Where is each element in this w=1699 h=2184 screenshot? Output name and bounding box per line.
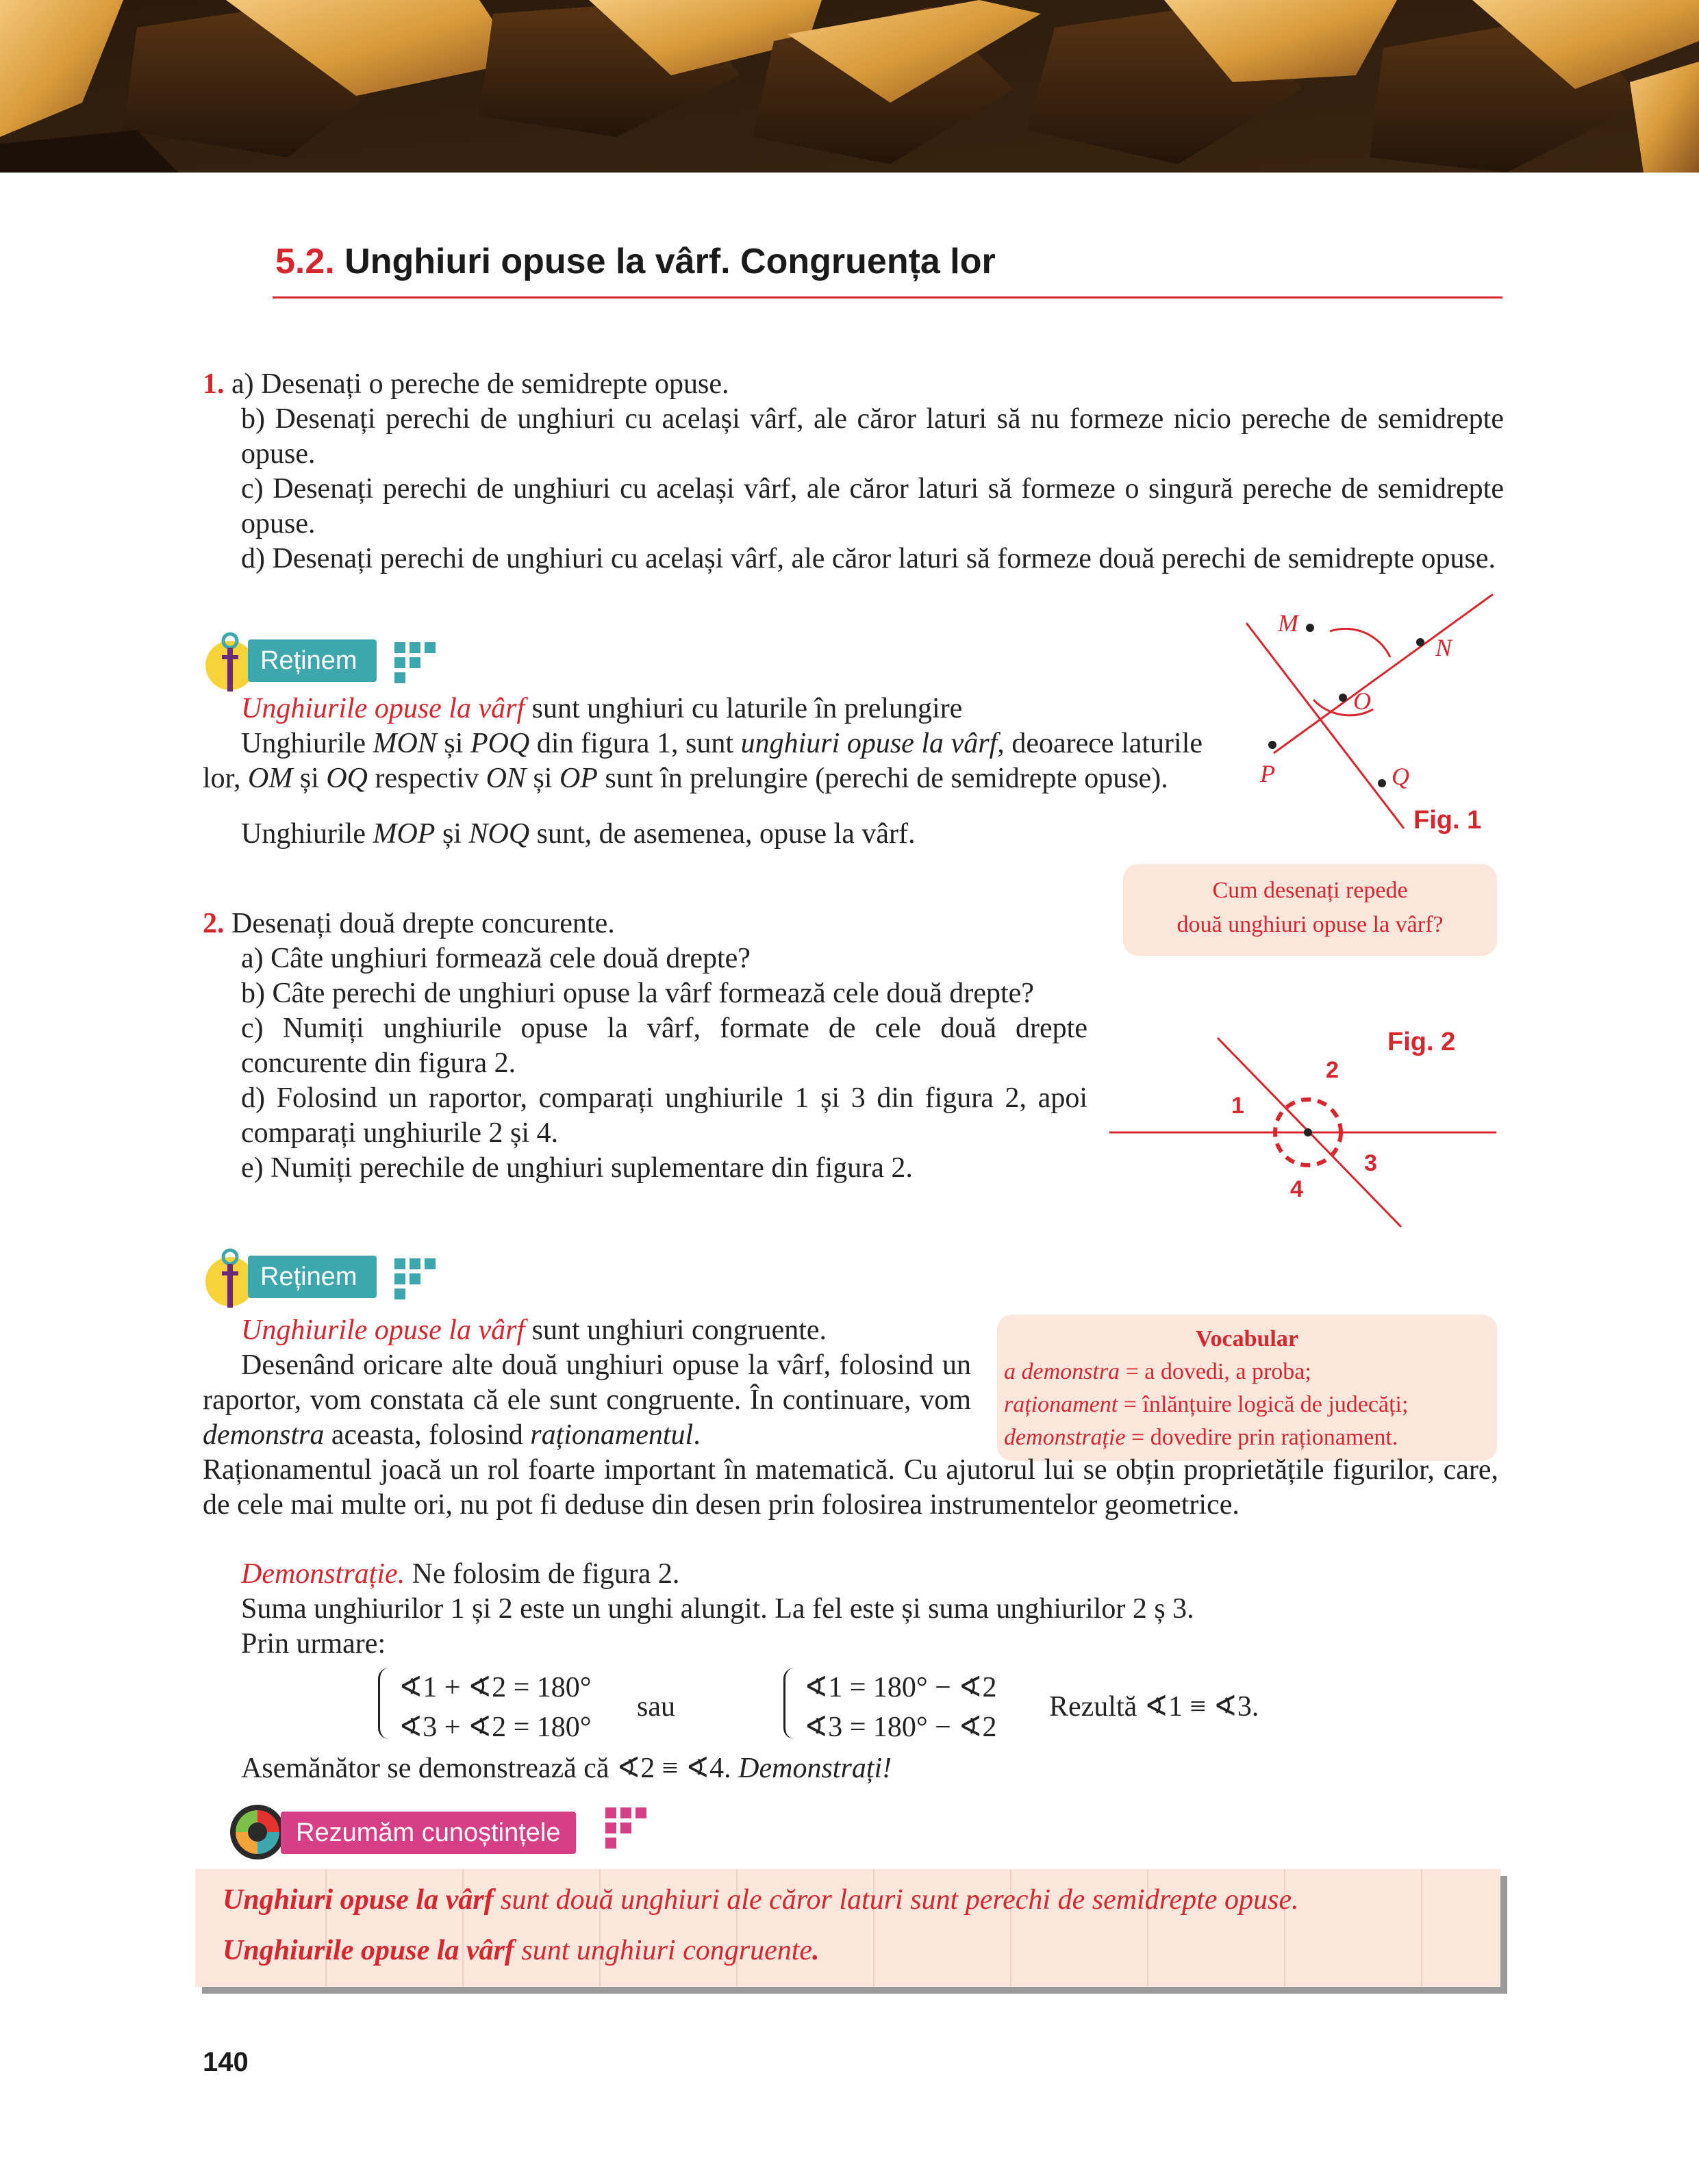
summary-line-2: Unghiurile opuse la vârf sunt unghiuri congruente. xyxy=(223,1935,820,1966)
exercise-2 xyxy=(203,906,1087,1186)
fig1-label-m: M xyxy=(1278,609,1298,637)
exercise-1-c: c) Desenați perechi de unghiuri cu același vârf, ale căror laturi să formeze o singură pereche de semidrepte opuse. xyxy=(241,473,1504,539)
fig1-label-q: Q xyxy=(1392,763,1409,790)
header-banner-image xyxy=(0,0,1699,173)
fig2-angle-2: 2 xyxy=(1326,1057,1339,1083)
pixel-grid-icon xyxy=(394,642,444,683)
vocabulary-line-3: demonstrație = dovedire prin raționament. xyxy=(1004,1425,1398,1450)
equation-system-1: ∢1 + ∢2 = 180° ∢3 + ∢2 = 180° xyxy=(399,1672,592,1743)
proof-line-3: Prin urmare: xyxy=(241,1628,386,1660)
exercise-2-number: 2. xyxy=(203,908,225,939)
retinem-label-2: Reținem xyxy=(248,1256,377,1298)
fig2-angle-4: 4 xyxy=(1290,1176,1303,1202)
retinem-1-paragraph: Unghiurile MON și POQ din figura 1, sunt unghiuri opuse la vârf, deoarece laturile lor, OM și OQ respectiv ON și OP sunt în prelungire (perechi de semidrepte opuse). xyxy=(203,728,1203,794)
brace-left-1 xyxy=(378,1668,394,1739)
exercise-2-b: b) Câte perechi de unghiuri opuse la vârf formează cele două drepte? xyxy=(241,978,1034,1009)
section-title-text: Unghiuri opuse la vârf. Congruența lor xyxy=(344,242,996,281)
fig2-angle-3: 3 xyxy=(1364,1150,1377,1176)
vocabulary-line-1: a demonstra = a dovedi, a proba; xyxy=(1004,1359,1311,1384)
brace-left-2 xyxy=(783,1668,799,1739)
fig2-angle-1: 1 xyxy=(1231,1093,1244,1119)
summary-label: Rezumăm cunoștințele xyxy=(281,1812,576,1854)
cycle-icon xyxy=(229,1803,286,1861)
proof-line-2: Suma unghiurilor 1 și 2 este un unghi alungit. La fel este și suma unghiurilor 2 ș 3. xyxy=(241,1593,1194,1625)
retinem-2-paragraph-2: Raționamentul joacă un rol foarte important în matematică. Cu ajutorul lui se obțin proprietățile figurilor, care, de cele mai multe ori, nu pot fi deduse din desen prin folosirea instrumentelor geometrice. xyxy=(203,1454,1498,1521)
fig1-label-n: N xyxy=(1435,634,1452,661)
figure-2 xyxy=(1109,1020,1507,1232)
tip-note xyxy=(1123,864,1497,956)
definition-rest-1: sunt unghiuri cu laturile în prelungire xyxy=(525,693,963,724)
proof: Demonstrație. Ne folosim de figura 2. Suma unghiurilor 1 și 2 este un unghi alungit. La fel este și suma unghiurilor 2 ș 3. Prin urmare: xyxy=(241,1557,1501,1662)
summary-badge xyxy=(229,1803,667,1865)
summary-line-1: Unghiuri opuse la vârf sunt două unghiuri ale căror laturi sunt perechi de semidrepte opuse. xyxy=(223,1884,1299,1916)
proof-conclusion: Asemănător se demonstrează că ∢2 ≡ ∢4. Demonstrați! xyxy=(241,1753,892,1784)
exercise-1-a: a) Desenați o pereche de semidrepte opuse. xyxy=(231,368,729,400)
exercise-2-e: e) Numiți perechile de unghiuri suplementare din figura 2. xyxy=(241,1152,913,1184)
retinem-2-paragraph: Desenând oricare alte două unghiuri opuse la vârf, folosind un raportor, vom constata că ele sunt congruente. În continuare, vom demonstra aceasta, folosind raționamentul. xyxy=(203,1349,971,1451)
pixel-grid-icon xyxy=(394,1258,444,1299)
proof-label: Demonstrație. xyxy=(241,1558,405,1590)
retinem-1-paragraph-2: Unghiurile MOP și NOQ sunt, de asemenea, opuse la vârf. xyxy=(241,818,916,850)
fig1-label-p: P xyxy=(1260,760,1275,787)
vocabulary-line-2: raționament = înlănțuire logică de judecăți; xyxy=(1004,1392,1409,1417)
vocabulary-title: Vocabular xyxy=(1196,1326,1298,1351)
tip-note-line-2: două unghiuri opuse la vârf? xyxy=(1176,912,1444,937)
retinem-label-1: Reținem xyxy=(248,639,377,682)
exercise-1 xyxy=(203,367,1504,576)
retinem-2-text xyxy=(203,1313,971,1453)
retinem-1-text xyxy=(203,691,1203,852)
definition-term-1: Unghiurile opuse la vârf xyxy=(241,693,525,724)
vocabulary-note xyxy=(997,1315,1497,1461)
proof-result: Rezultă ∢1 ≡ ∢3. xyxy=(1049,1691,1259,1723)
exercise-2-d: d) Folosind un raportor, comparați unghiurile 1 și 3 din figura 2, apoi comparați unghiurile 2 și 4. xyxy=(241,1082,1087,1149)
exercise-2-intro: Desenați două drepte concurente. xyxy=(224,908,615,939)
exercise-1-d: d) Desenați perechi de unghiuri cu același vârf, ale căror laturi să formeze două perechi de semidrepte opuse. xyxy=(241,543,1496,574)
sau-label: sau xyxy=(637,1691,675,1723)
figure-1 xyxy=(1233,582,1507,842)
definition-rest-2: sunt unghiuri congruente. xyxy=(525,1315,827,1346)
exercise-2-a: a) Câte unghiuri formează cele două drepte? xyxy=(241,943,751,974)
tip-note-line-1: Cum desenați repede xyxy=(1212,878,1408,903)
summary-box xyxy=(195,1869,1500,1987)
fig1-caption: Fig. 1 xyxy=(1413,806,1482,835)
exercise-2-c: c) Numiți unghiurile opuse la vârf, formate de cele două drepte concurente din figura 2. xyxy=(241,1013,1087,1079)
page-number: 140 xyxy=(203,2047,249,2077)
section-number: 5.2. xyxy=(275,242,335,281)
exercise-1-number: 1. xyxy=(203,368,225,400)
section-title xyxy=(275,241,996,282)
pixel-grid-icon xyxy=(605,1807,655,1849)
definition-term-2: Unghiurile opuse la vârf xyxy=(241,1315,525,1346)
retinem-badge-2 xyxy=(203,1246,463,1315)
fig2-caption: Fig. 2 xyxy=(1387,1028,1456,1056)
title-underline xyxy=(273,296,1502,299)
retinem-badge-1 xyxy=(203,630,463,698)
exercise-1-b: b) Desenați perechi de unghiuri cu același vârf, ale căror laturi să nu formeze nicio pereche de semidrepte opuse. xyxy=(241,403,1504,470)
fig1-label-o: O xyxy=(1353,687,1371,715)
equation-system-2: ∢1 = 180° − ∢2 ∢3 = 180° − ∢2 xyxy=(804,1672,997,1743)
